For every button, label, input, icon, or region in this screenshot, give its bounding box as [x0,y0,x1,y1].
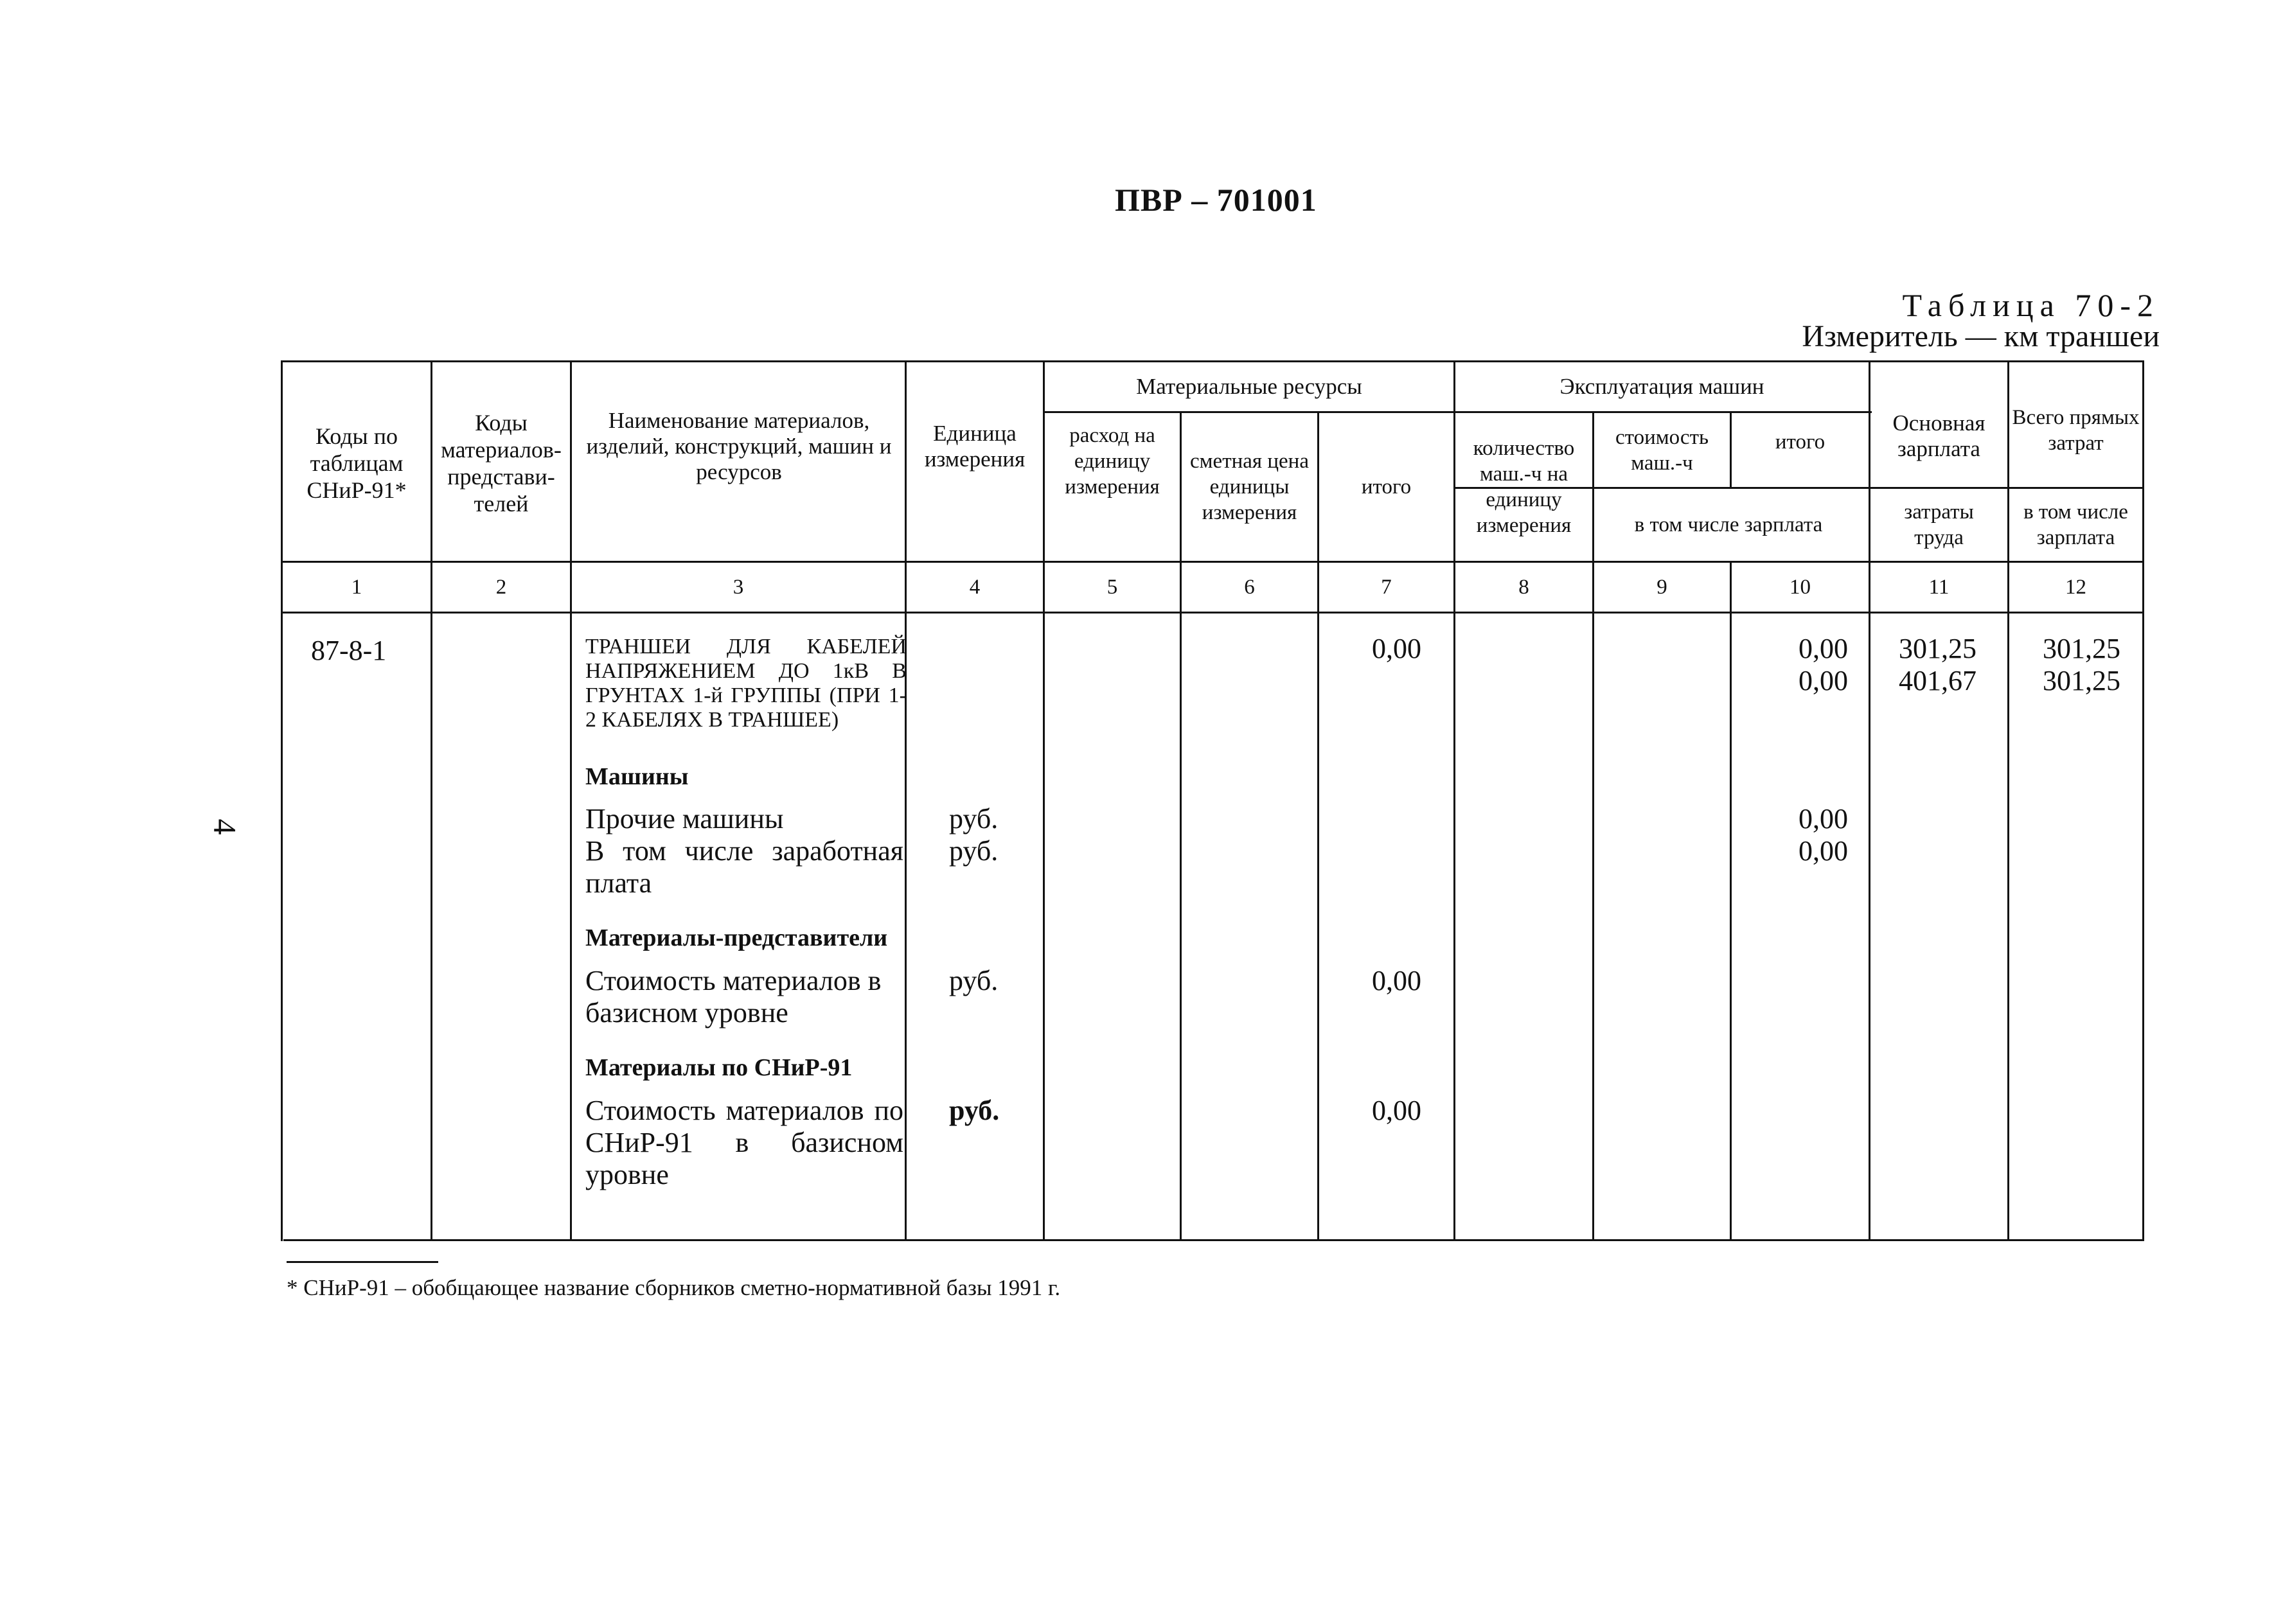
page-number: 4 [207,818,244,835]
incl-salary-total: 0,00 [1799,835,1848,867]
column-number: 12 [2065,576,2086,599]
header-machine-operation: Эксплуатация машин [1559,374,1764,399]
materials-cost-total: 0,00 [1372,965,1421,996]
header-codes-materials: Коды материалов-представи-телей [441,410,562,516]
section-representative-materials: Материалы-представители [585,924,888,951]
table-rule [2142,360,2144,1241]
item-code: 87-8-1 [311,635,387,666]
column-number: 10 [1790,576,1811,599]
table-rule [1730,561,1732,1241]
table-rule [1592,411,1594,1241]
item-base-salary: 301,25 [1899,633,1976,664]
materials-cost-label: Стоимость материалов в базисном уровне [585,965,882,1028]
table-rule [281,360,283,1241]
column-number: 11 [1928,576,1950,599]
table-label: Таблица 70-2 [1902,287,2160,323]
other-machines-label: Прочие машины [585,803,784,834]
materials-cost-unit: руб. [949,965,999,996]
header-machine-salary: в том числе зарплата [1634,513,1823,536]
header-machine-hour-cost: стоимость маш.-ч [1615,425,1709,475]
item-total-direct: 301,25 [2043,633,2120,664]
item-material-total: 0,00 [1372,633,1421,664]
header-unit: Единица измерения [924,421,1026,472]
header-name: Наименование материалов, изделий, конструкций, машин и ресурсов [586,408,892,484]
header-labor-costs: затраты труда [1904,500,1974,549]
header-codes-snir: Коды по таблицам СНиР-91* [306,423,407,503]
snir-materials-cost-label: Стоимость материалов по СНиР-91 в базисном уровне [585,1095,903,1190]
column-number: 5 [1106,576,1118,599]
column-number: 2 [495,576,507,599]
other-machines-unit: руб. [949,803,999,834]
header-base-salary: Основная зарплата [1892,410,1985,461]
snir-materials-total: 0,00 [1372,1095,1421,1126]
table-rule [1869,360,1870,1241]
header-total-salary: в том числе зарплата [2023,500,2128,549]
section-snir-materials: Материалы по СНиР-91 [585,1054,853,1081]
header-material-total: итого [1361,475,1412,499]
item-name: ТРАНШЕИ ДЛЯ КАБЕЛЕЙ НАПРЯЖЕНИЕМ ДО 1кВ В ГРУНТАХ 1-й ГРУППЫ (ПРИ 1-2 КАБЕЛЯХ В ТРАНШЕЕ) [585,635,907,732]
table-rule [283,1239,2144,1241]
column-number: 1 [351,576,362,599]
column-number: 7 [1381,576,1392,599]
snir-materials-unit: руб. [949,1095,1000,1126]
header-machine-hours: количество маш.-ч на единицу измерения [1473,437,1575,537]
item-total-salary: 301,25 [2043,665,2120,696]
footnote-rule [287,1261,438,1263]
item-labor-costs: 401,67 [1899,665,1976,696]
footnote: * СНиР-91 – обобщающее название сборников сметно-нормативной базы 1991 г. [287,1275,1061,1300]
column-number: 3 [733,576,744,599]
column-number: 9 [1657,576,1667,599]
header-unit-price: сметная цена единицы измерения [1190,450,1309,524]
column-number: 8 [1518,576,1529,599]
section-machines: Машины [585,763,689,790]
table-rule [281,612,2144,613]
incl-salary-unit: руб. [949,835,999,867]
header-total-direct: Всего прямых затрат [2012,406,2140,455]
incl-salary-label: В том числе заработная плата [585,835,903,899]
other-machines-total: 0,00 [1799,803,1848,834]
document-title: ПВР – 701001 [1115,182,1317,218]
table-rule [570,360,572,1241]
item-machine-total: 0,00 [1799,633,1848,664]
table-unit: Измеритель — км траншеи [1802,319,2160,353]
header-consumption: расход на единицу измерения [1065,424,1160,499]
column-number: 4 [969,576,981,599]
item-machine-salary: 0,00 [1799,665,1848,696]
header-material-resources: Материальные ресурсы [1136,374,1362,399]
table-rule [905,360,907,1241]
header-machine-total: итого [1775,430,1825,454]
column-number: 6 [1244,576,1255,599]
